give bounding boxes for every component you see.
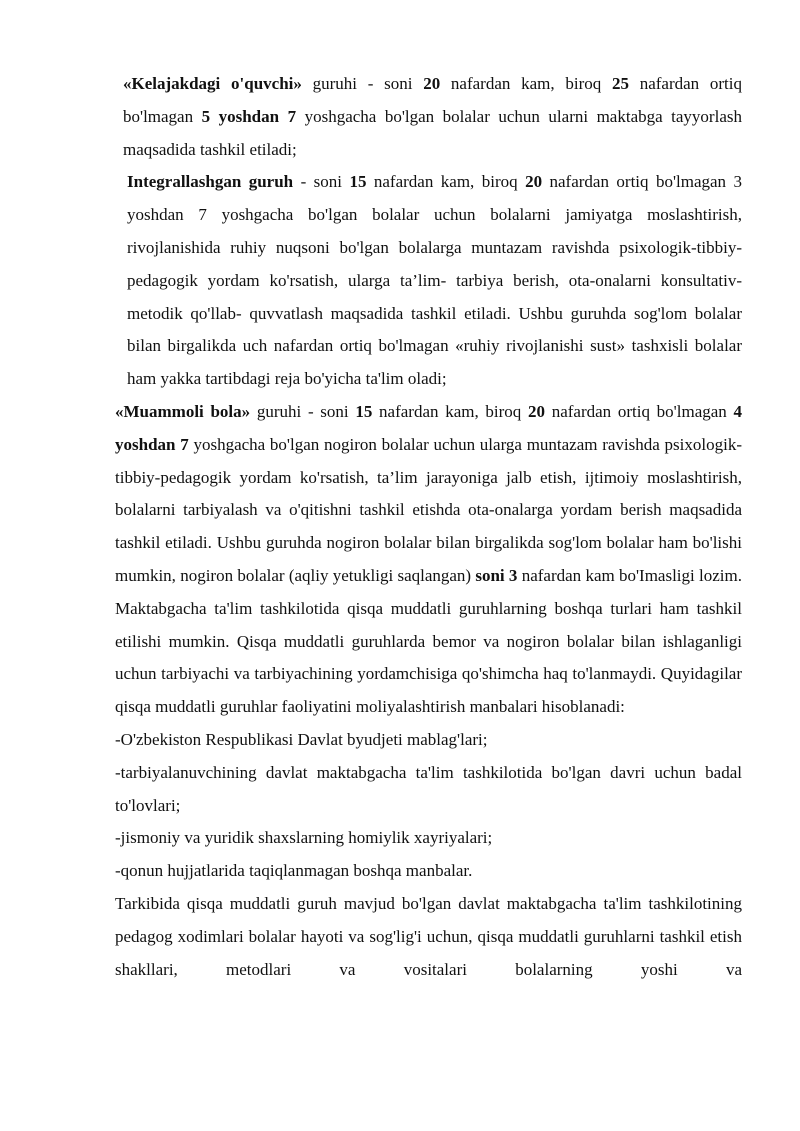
paragraph-kelajakdagi-oquvchi (115, 68, 742, 166)
bold-age-range: 5 yoshdan 7 (201, 106, 297, 126)
list-item: -jismoniy va yuridik shaxslarning homiylik xayriyalari; (115, 828, 493, 848)
bold-number: 20 (528, 401, 546, 421)
list-item: -O'zbekiston Respublikasi Davlat byudjeti mablag'lari; (115, 729, 488, 749)
text-span: guruhi - soni (250, 401, 356, 421)
text-span: yoshgacha bo'lgan nogiron bolalar uchun ularga muntazam ravishda psixologik- tibbiy-pedagogik yordam ko'rsatish, ta’lim jarayoniga jalb etish, ijtimoiy moslashtirish, bolalarni tarbiyalash va o'qitishni tashkil etishda ota-onalarga yordam berish maqsadida tashkil etiladi. Ushbu guruhda nogiron bolalar bilan birgalikda sog'lom bolalar ham bo'lishi mumkin, nogiron bolalar (aqliy yetukligi saqlangan) (115, 434, 742, 585)
text-span: - soni (293, 172, 350, 192)
bold-number: 20 (423, 74, 441, 93)
paragraph-tarkibida: Tarkibida qisqa muddatli guruh mavjud bo'lgan davlat maktabgacha ta'lim tashkilotining pedagog xodimlari bolalar hayoti va sog'lig'i uchun, qisqa muddatli guruhlarni tashkil etish shakllari, metodlari va vositalari bolalarning yoshi va (115, 893, 742, 979)
group-name-muammoli-bola: «Muammoli bola» (115, 401, 251, 421)
text-span: nafardan ortiq bo'lmagan (123, 74, 742, 126)
bold-count: soni 3 (475, 565, 518, 585)
bold-number: 15 (355, 401, 373, 421)
list-item: -tarbiyalanuvchining davlat maktabgacha ta'lim tashkilotida bo'lgan davri uchun badal to'lovlari; (115, 762, 742, 815)
text-span: nafardan kam, biroq (440, 74, 612, 93)
bold-number: 15 (349, 172, 367, 192)
group-name-kelajakdagi: «Kelajakdagi o'quvchi» (123, 74, 302, 93)
document-page (115, 68, 742, 986)
paragraph-muammoli-bola (115, 396, 742, 724)
text-span: nafardan kam bo'Imasligi lozim. Maktabgacha ta'lim tashkilotida qisqa muddatli guruhlarning boshqa turlari ham tashkil etilishi mumkin. Qisqa muddatli guruhlarda bemor va nogiron bolalar bilan ishlaganligi uchun tarbiyachi va tarbiyachining yordamchisiga qo'shimcha haq to'lanmaydi. Quyidagilar qisqa muddatli guruhlar faoliyatini moliyalashtirish manbalari hisoblanadi: (115, 565, 742, 717)
text-span: nafardan kam, biroq (366, 172, 526, 192)
paragraph-integrallashgan-guruh (115, 166, 742, 396)
bold-number: 20 (525, 172, 543, 192)
text-span: guruhi - soni (301, 74, 424, 93)
text-span: nafardan ortiq bo'lmagan (545, 401, 734, 421)
list-item: -qonun hujjatlarida taqiqlanmagan boshqa manbalar. (115, 861, 473, 881)
bold-number: 25 (611, 74, 629, 93)
text-span: yoshgacha bo'lgan bolalar uchun ularni maktabga tayyorlash maqsadida tashkil etiladi; (123, 106, 742, 159)
group-name-integrallashgan: Integrallashgan guruh (127, 172, 294, 192)
bold-age-range: 4 yoshdan 7 (115, 401, 742, 454)
text-span: nafardan kam, biroq (372, 401, 529, 421)
text-span: nafardan ortiq bo'lmagan 3 yoshdan 7 yoshgacha bo'lgan bolalar uchun bolalarni jamiyatga moslashtirish, rivojlanishida ruhiy nuqsoni bo'lgan bolalarga muntazam ravishda psixologik-tibbiy-pedagogik yordam ko'rsatish, ularga ta’lim- tarbiya berish, ota-onalarni konsultativ-metodik qo'llab- quvvatlash maqsadida tashkil etiladi. Ushbu guruhda sog'lom bolalar bilan birgalikda uch nafardan ortiq bo'lmagan «ruhiy rivojlanishi sust» tashxisli bolalar ham yakka tartibdagi reja bo'yicha ta'lim oladi; (127, 172, 742, 389)
